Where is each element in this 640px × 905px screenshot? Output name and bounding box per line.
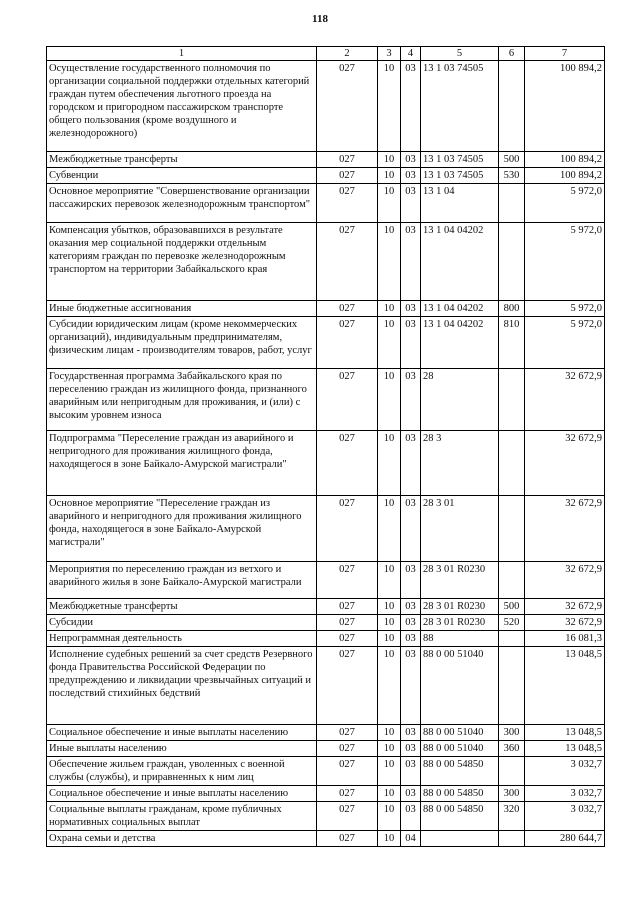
row-target-code: 28 3 bbox=[421, 431, 499, 496]
table-row bbox=[47, 757, 605, 786]
row-target-code: 88 bbox=[421, 631, 499, 647]
row-target-code: 13 1 04 04202 bbox=[421, 317, 499, 369]
row-sum: 100 894,2 bbox=[525, 61, 605, 152]
row-ved: 027 bbox=[317, 184, 378, 223]
row-name: Непрограммная деятельность bbox=[47, 631, 317, 647]
table-row bbox=[47, 725, 605, 741]
row-section: 10 bbox=[378, 223, 401, 301]
row-subsection: 03 bbox=[401, 615, 421, 631]
row-name: Субвенции bbox=[47, 168, 317, 184]
row-expense-type: 530 bbox=[499, 168, 525, 184]
row-subsection: 03 bbox=[401, 741, 421, 757]
row-name: Мероприятия по переселению граждан из ветхого и аварийного жилья в зоне Байкало-Амурской магистрали bbox=[47, 562, 317, 599]
row-ved: 027 bbox=[317, 831, 378, 847]
row-expense-type bbox=[499, 647, 525, 725]
column-header: 2 bbox=[317, 47, 378, 61]
row-sum: 13 048,5 bbox=[525, 647, 605, 725]
row-name: Обеспечение жильем граждан, уволенных с военной службы (службы), и приравненных к ним лиц bbox=[47, 757, 317, 786]
row-expense-type: 800 bbox=[499, 301, 525, 317]
table-row bbox=[47, 631, 605, 647]
row-name: Социальное обеспечение и иные выплаты населению bbox=[47, 725, 317, 741]
row-subsection: 04 bbox=[401, 831, 421, 847]
row-ved: 027 bbox=[317, 725, 378, 741]
row-subsection: 03 bbox=[401, 223, 421, 301]
table-row bbox=[47, 168, 605, 184]
table-header-row bbox=[47, 47, 605, 61]
row-section: 10 bbox=[378, 562, 401, 599]
row-sum: 5 972,0 bbox=[525, 184, 605, 223]
row-section: 10 bbox=[378, 431, 401, 496]
row-sum: 13 048,5 bbox=[525, 741, 605, 757]
row-sum: 32 672,9 bbox=[525, 599, 605, 615]
row-sum: 5 972,0 bbox=[525, 223, 605, 301]
row-sum: 32 672,9 bbox=[525, 369, 605, 431]
row-target-code: 28 3 01 R0230 bbox=[421, 562, 499, 599]
row-target-code: 13 1 03 74505 bbox=[421, 61, 499, 152]
row-name: Социальные выплаты гражданам, кроме публичных нормативных социальных выплат bbox=[47, 802, 317, 831]
row-target-code: 13 1 04 bbox=[421, 184, 499, 223]
row-subsection: 03 bbox=[401, 496, 421, 562]
row-sum: 32 672,9 bbox=[525, 431, 605, 496]
row-subsection: 03 bbox=[401, 786, 421, 802]
row-target-code: 88 0 00 54850 bbox=[421, 757, 499, 786]
row-sum: 16 081,3 bbox=[525, 631, 605, 647]
row-sum: 100 894,2 bbox=[525, 168, 605, 184]
row-sum: 32 672,9 bbox=[525, 615, 605, 631]
row-expense-type bbox=[499, 496, 525, 562]
row-sum: 280 644,7 bbox=[525, 831, 605, 847]
table-row bbox=[47, 223, 605, 301]
column-header: 5 bbox=[421, 47, 499, 61]
row-expense-type: 320 bbox=[499, 802, 525, 831]
row-subsection: 03 bbox=[401, 152, 421, 168]
table-row bbox=[47, 496, 605, 562]
row-ved: 027 bbox=[317, 741, 378, 757]
row-sum: 3 032,7 bbox=[525, 802, 605, 831]
row-subsection: 03 bbox=[401, 757, 421, 786]
row-sum: 5 972,0 bbox=[525, 301, 605, 317]
row-name: Охрана семьи и детства bbox=[47, 831, 317, 847]
row-section: 10 bbox=[378, 802, 401, 831]
row-name: Подпрограмма "Переселение граждан из аварийного и непригодного для проживания жилищного фонда, находящегося в зоне Байкало-Амурской магистрали" bbox=[47, 431, 317, 496]
table-row bbox=[47, 802, 605, 831]
row-subsection: 03 bbox=[401, 184, 421, 223]
row-name: Иные бюджетные ассигнования bbox=[47, 301, 317, 317]
row-section: 10 bbox=[378, 168, 401, 184]
row-target-code: 28 bbox=[421, 369, 499, 431]
row-section: 10 bbox=[378, 599, 401, 615]
table-row bbox=[47, 786, 605, 802]
row-target-code: 28 3 01 R0230 bbox=[421, 615, 499, 631]
row-sum: 3 032,7 bbox=[525, 757, 605, 786]
row-ved: 027 bbox=[317, 61, 378, 152]
row-ved: 027 bbox=[317, 168, 378, 184]
row-name: Иные выплаты населению bbox=[47, 741, 317, 757]
row-name: Исполнение судебных решений за счет средств Резервного фонда Правительства Российской Федерации по предупреждению и ликвидации чрезвычайных ситуаций и последствий стихийных бедствий bbox=[47, 647, 317, 725]
row-section: 10 bbox=[378, 152, 401, 168]
row-section: 10 bbox=[378, 184, 401, 223]
row-name: Субсидии bbox=[47, 615, 317, 631]
row-subsection: 03 bbox=[401, 599, 421, 615]
row-ved: 027 bbox=[317, 496, 378, 562]
row-subsection: 03 bbox=[401, 725, 421, 741]
row-name: Осуществление государственного полномочия по организации социальной поддержки отдельных категорий граждан путем обеспечения льготного проезда на городском и пригородном пассажирском транспорте общего пользования (кроме воздушного и железнодорожного) bbox=[47, 61, 317, 152]
row-ved: 027 bbox=[317, 317, 378, 369]
row-sum: 13 048,5 bbox=[525, 725, 605, 741]
row-target-code: 28 3 01 bbox=[421, 496, 499, 562]
row-ved: 027 bbox=[317, 786, 378, 802]
row-ved: 027 bbox=[317, 615, 378, 631]
row-section: 10 bbox=[378, 786, 401, 802]
column-header: 7 bbox=[525, 47, 605, 61]
row-expense-type: 360 bbox=[499, 741, 525, 757]
row-expense-type bbox=[499, 184, 525, 223]
table-row bbox=[47, 301, 605, 317]
row-ved: 027 bbox=[317, 599, 378, 615]
row-subsection: 03 bbox=[401, 61, 421, 152]
row-target-code: 88 0 00 51040 bbox=[421, 647, 499, 725]
row-ved: 027 bbox=[317, 301, 378, 317]
row-ved: 027 bbox=[317, 757, 378, 786]
row-sum: 32 672,9 bbox=[525, 496, 605, 562]
row-expense-type bbox=[499, 831, 525, 847]
row-expense-type bbox=[499, 61, 525, 152]
table-row bbox=[47, 152, 605, 168]
row-ved: 027 bbox=[317, 152, 378, 168]
row-subsection: 03 bbox=[401, 802, 421, 831]
row-name: Межбюджетные трансферты bbox=[47, 599, 317, 615]
row-expense-type bbox=[499, 562, 525, 599]
row-section: 10 bbox=[378, 301, 401, 317]
table-row bbox=[47, 562, 605, 599]
row-sum: 100 894,2 bbox=[525, 152, 605, 168]
row-expense-type: 500 bbox=[499, 599, 525, 615]
row-expense-type: 810 bbox=[499, 317, 525, 369]
column-header: 6 bbox=[499, 47, 525, 61]
row-expense-type bbox=[499, 757, 525, 786]
row-expense-type bbox=[499, 369, 525, 431]
row-expense-type: 520 bbox=[499, 615, 525, 631]
table-row bbox=[47, 317, 605, 369]
row-section: 10 bbox=[378, 631, 401, 647]
row-sum: 32 672,9 bbox=[525, 562, 605, 599]
row-target-code bbox=[421, 831, 499, 847]
row-subsection: 03 bbox=[401, 301, 421, 317]
table-row bbox=[47, 647, 605, 725]
row-target-code: 88 0 00 51040 bbox=[421, 725, 499, 741]
table-row bbox=[47, 599, 605, 615]
row-name: Государственная программа Забайкальского края по переселению граждан из жилищного фонда, признанного аварийным или непригодным для проживания, и (или) с высоким уровнем износа bbox=[47, 369, 317, 431]
row-name: Межбюджетные трансферты bbox=[47, 152, 317, 168]
table-row bbox=[47, 184, 605, 223]
row-target-code: 13 1 03 74505 bbox=[421, 152, 499, 168]
row-ved: 027 bbox=[317, 431, 378, 496]
row-ved: 027 bbox=[317, 369, 378, 431]
row-name: Социальное обеспечение и иные выплаты населению bbox=[47, 786, 317, 802]
row-section: 10 bbox=[378, 741, 401, 757]
table-row bbox=[47, 61, 605, 152]
row-ved: 027 bbox=[317, 223, 378, 301]
column-header: 4 bbox=[401, 47, 421, 61]
row-target-code: 88 0 00 54850 bbox=[421, 802, 499, 831]
row-section: 10 bbox=[378, 725, 401, 741]
row-ved: 027 bbox=[317, 631, 378, 647]
row-section: 10 bbox=[378, 317, 401, 369]
budget-table bbox=[46, 46, 605, 847]
row-name: Основное мероприятие "Совершенствование организации пассажирских перевозок железнодорожным транспортом" bbox=[47, 184, 317, 223]
table-row bbox=[47, 431, 605, 496]
row-expense-type: 300 bbox=[499, 725, 525, 741]
row-ved: 027 bbox=[317, 802, 378, 831]
table-row bbox=[47, 369, 605, 431]
row-ved: 027 bbox=[317, 647, 378, 725]
row-name: Основное мероприятие "Переселение граждан из аварийного и непригодного для проживания жилищного фонда, находящегося в зоне Байкало-Амурской магистрали" bbox=[47, 496, 317, 562]
row-sum: 5 972,0 bbox=[525, 317, 605, 369]
row-section: 10 bbox=[378, 831, 401, 847]
row-expense-type: 500 bbox=[499, 152, 525, 168]
row-target-code: 13 1 04 04202 bbox=[421, 301, 499, 317]
row-subsection: 03 bbox=[401, 317, 421, 369]
page-number: 118 bbox=[312, 13, 328, 25]
table-row bbox=[47, 831, 605, 847]
row-target-code: 88 0 00 54850 bbox=[421, 786, 499, 802]
row-expense-type: 300 bbox=[499, 786, 525, 802]
column-header: 1 bbox=[47, 47, 317, 61]
row-ved: 027 bbox=[317, 562, 378, 599]
row-section: 10 bbox=[378, 369, 401, 431]
row-section: 10 bbox=[378, 496, 401, 562]
row-expense-type bbox=[499, 631, 525, 647]
table-row bbox=[47, 615, 605, 631]
row-sum: 3 032,7 bbox=[525, 786, 605, 802]
row-name: Субсидии юридическим лицам (кроме некоммерческих организаций), индивидуальным предпринимателям, физическим лицам - производителям товаров, работ, услуг bbox=[47, 317, 317, 369]
row-target-code: 88 0 00 51040 bbox=[421, 741, 499, 757]
row-subsection: 03 bbox=[401, 647, 421, 725]
row-name: Компенсация убытков, образовавшихся в результате оказания мер социальной поддержки отдельным категориям граждан по перевозке железнодорожным транспортом на территории Забайкальского края bbox=[47, 223, 317, 301]
row-section: 10 bbox=[378, 615, 401, 631]
row-target-code: 13 1 04 04202 bbox=[421, 223, 499, 301]
row-subsection: 03 bbox=[401, 369, 421, 431]
row-section: 10 bbox=[378, 647, 401, 725]
row-subsection: 03 bbox=[401, 431, 421, 496]
row-subsection: 03 bbox=[401, 631, 421, 647]
row-subsection: 03 bbox=[401, 562, 421, 599]
column-header: 3 bbox=[378, 47, 401, 61]
table-row bbox=[47, 741, 605, 757]
row-expense-type bbox=[499, 223, 525, 301]
row-expense-type bbox=[499, 431, 525, 496]
row-subsection: 03 bbox=[401, 168, 421, 184]
row-target-code: 13 1 03 74505 bbox=[421, 168, 499, 184]
row-section: 10 bbox=[378, 61, 401, 152]
row-section: 10 bbox=[378, 757, 401, 786]
row-target-code: 28 3 01 R0230 bbox=[421, 599, 499, 615]
